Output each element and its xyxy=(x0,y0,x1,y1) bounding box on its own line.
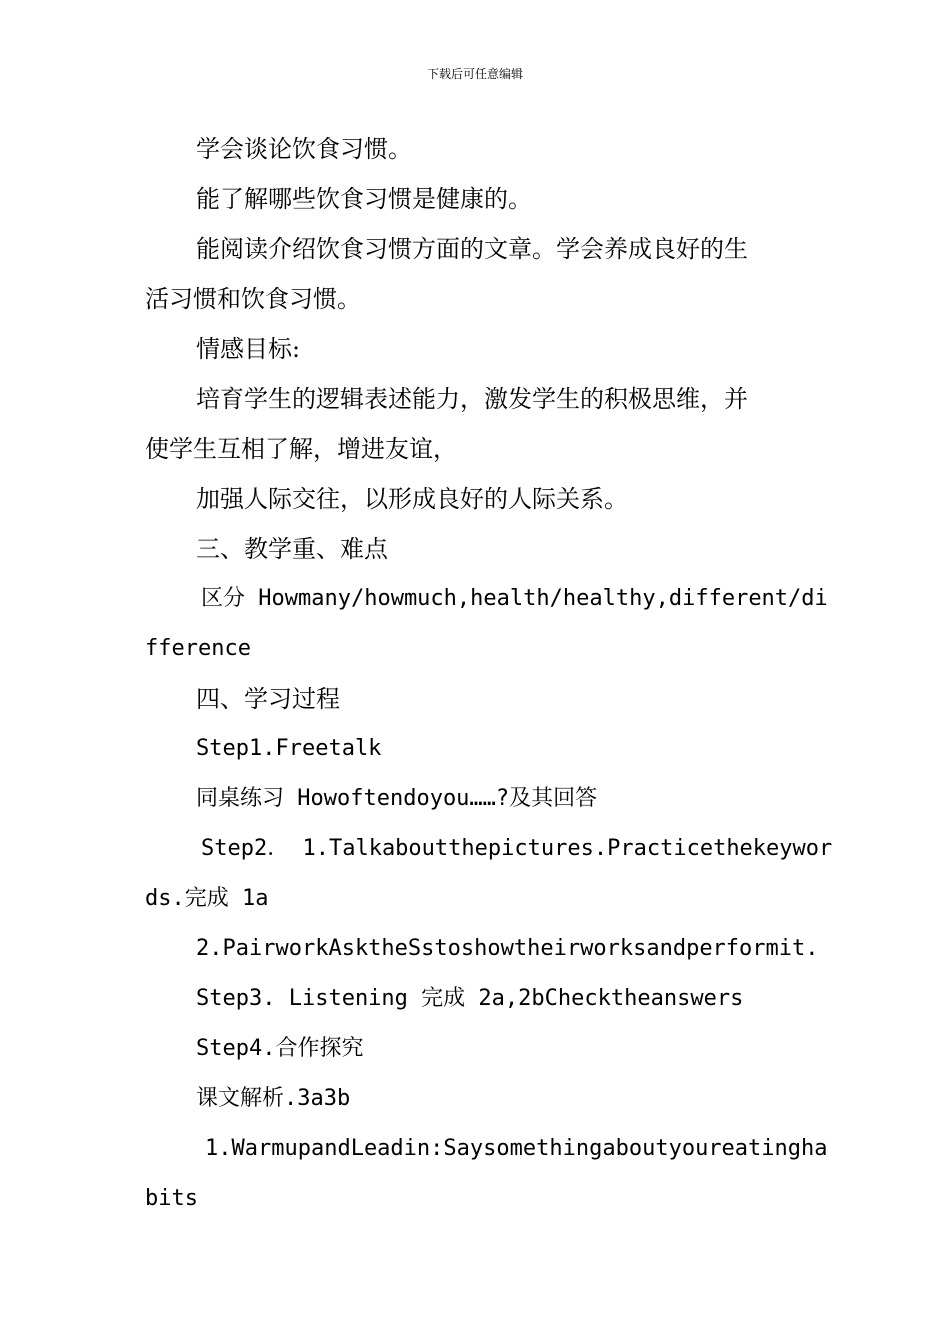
section-heading: 三、教学重、难点 xyxy=(196,535,388,563)
document-body xyxy=(145,124,833,1224)
page-header: 下载后可任意编辑 xyxy=(426,67,523,81)
text-line: 培育学生的逻辑表述能力，激发学生的积极思维，并 xyxy=(196,385,748,413)
text-line: 能阅读介绍饮食习惯方面的文章。学会养成良好的生 xyxy=(196,235,748,263)
text-line: 课文解析.3a3b xyxy=(196,1086,351,1111)
text-line: 区分 Howmany/howmuch,health/healthy,different/di xyxy=(201,586,828,611)
text-line: Step2． 1.Talkaboutthepictures.Practicethekeywor xyxy=(201,836,833,861)
text-line: ds.完成 1a xyxy=(145,886,269,911)
text-line: bits xyxy=(145,1186,198,1211)
text-line: 活习惯和饮食习惯。 xyxy=(145,285,361,313)
section-label: 情感目标: xyxy=(196,335,301,363)
text-line: 使学生互相了解，增进友谊， xyxy=(145,435,457,463)
text-line: 学会谈论饮食习惯。 xyxy=(196,135,412,163)
section-heading: 四、学习过程 xyxy=(196,685,340,713)
text-line: 能了解哪些饮食习惯是健康的。 xyxy=(196,185,532,213)
text-line: Step4.合作探究 xyxy=(196,1036,364,1061)
text-line: Step1.Freetalk xyxy=(196,736,382,761)
text-line: 同桌练习 Howoftendoyou……?及其回答 xyxy=(196,786,598,811)
text-line: 1.WarmupandLeadin:Saysomethingaboutyoureatingha xyxy=(205,1136,828,1161)
text-line: 2.PairworkAsktheSstoshowtheirworksandperformit. xyxy=(196,936,819,961)
text-line: 加强人际交往，以形成良好的人际关系。 xyxy=(196,485,628,513)
text-line: Step3. Listening 完成 2a,2bChecktheanswers xyxy=(196,986,744,1011)
text-line: fference xyxy=(145,636,251,661)
